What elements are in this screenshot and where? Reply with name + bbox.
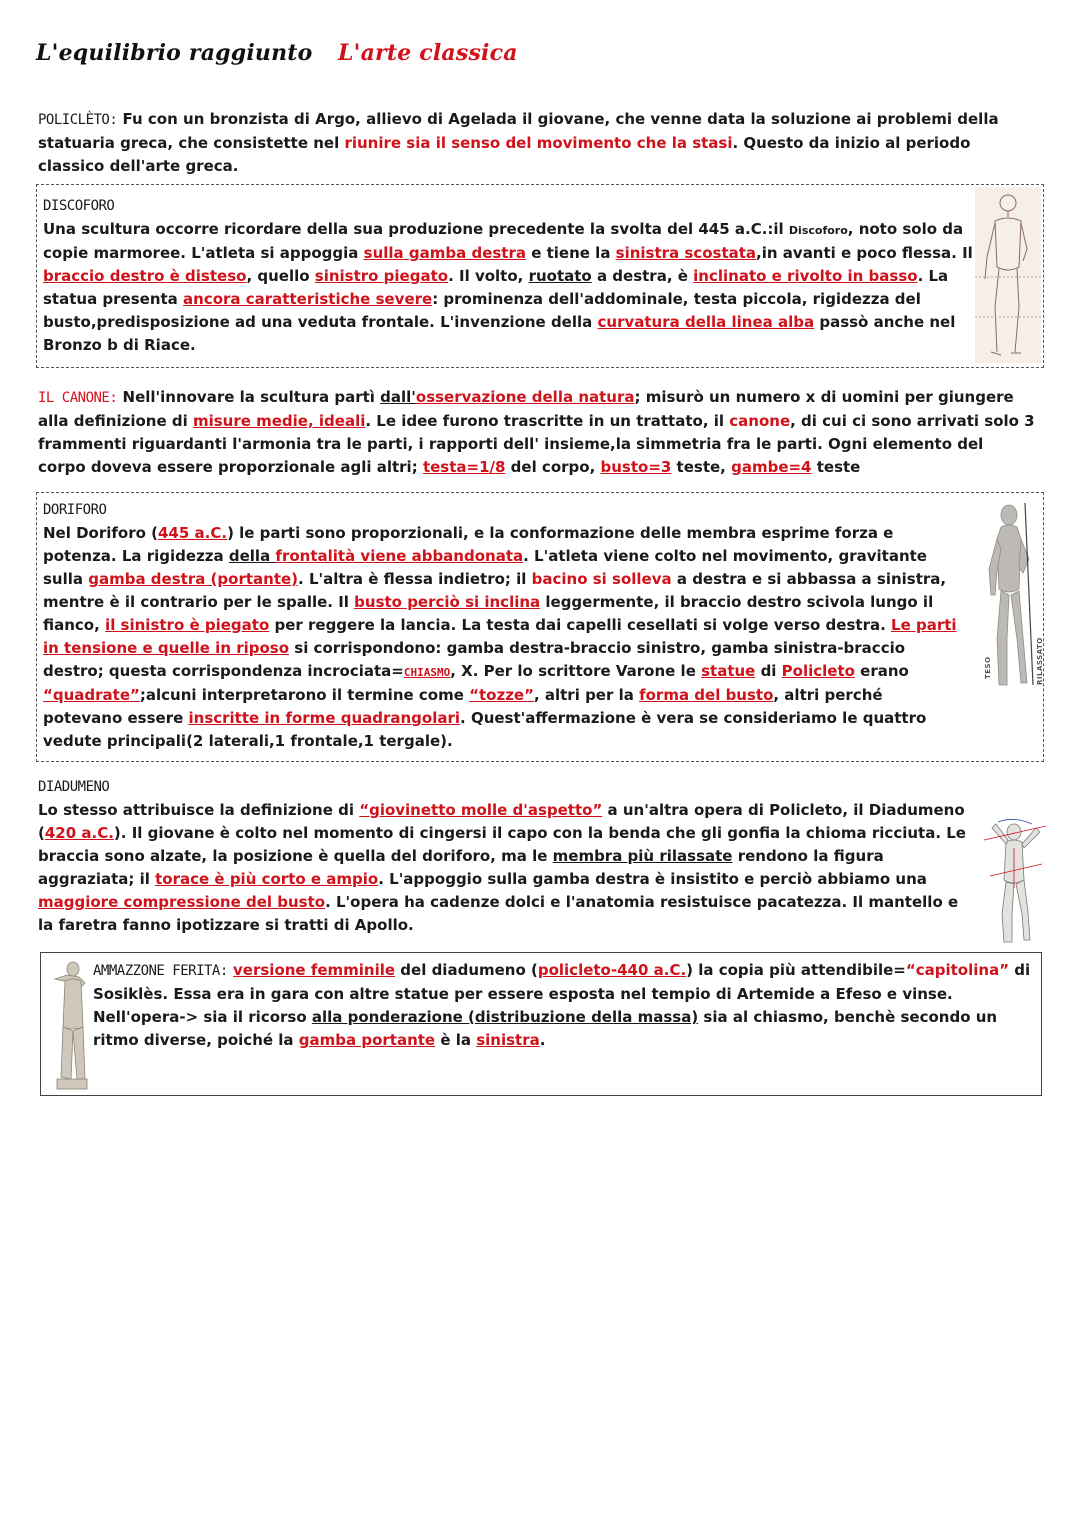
amazzone-heading: AMMAZZONE FERITA:: [93, 963, 228, 979]
amazzone-text: AMMAZZONE FERITA: versione femminile del diadumeno (policleto-440 a.C.) la copia più attendibile=“capitolina” di Sosiklès. Essa era in gara con altre statue per essere esposta nel tempio di Artemide a Efeso e vinse. Nell'opera-> sia il ricorso alla ponderazione (distribuzione della massa) sia al chiasmo, benchè secondo un ritmo diverse, poiché la gamba portante è la sinistra.: [93, 961, 1031, 1049]
discoforo-box: [36, 184, 1044, 368]
canone-label: IL CANONE:: [38, 390, 118, 406]
discoforo-heading: DISCOFORO: [43, 198, 115, 214]
diadumeno-heading: DIADUMENO: [38, 779, 110, 795]
discoforo-text: Una scultura occorre ricordare della sua produzione precedente la svolta del 445 a.C.:il Discoforo, noto solo da copie marmoree. L'atleta si appoggia sulla gamba destra e tiene la sinistra scostata,in avanti e poco flessa. Il braccio destro è disteso, quello sinistro piegato. Il volto, ruotato a destra, è inclinato e rivolto in basso. La statua presenta ancora caratteristiche severe: prominenza dell'addominale, testa piccola, rigidezza del busto,predisposizione ad una veduta frontale. L'invenzione della curvatura della linea alba passò anche nel Bronzo b di Riace.: [43, 220, 973, 354]
diadumeno-sketch-image: [984, 818, 1046, 946]
amazzone-statue-image: [51, 957, 91, 1091]
canone-paragraph: IL CANONE: Nell'innovare la scultura partì dall'osservazione della natura; misurò un numero x di uomini per giungere alla definizione di misure medie, ideali. Le idee furono trascritte in un trattato, il canone, di cui ci sono arrivati solo 3 frammenti riguardanti l'armonia tra le parti, i rapporti dell' insieme,la simmetria fra le parti. Ogni elemento del corpo doveva essere proporzionale agli altri; testa=1/8 del corpo, busto=3 teste, gambe=4 teste: [38, 388, 1035, 476]
doriforo-caption-teso: TESO: [984, 656, 992, 679]
diadumeno-paragraph: DIADUMENO Lo stesso attribuisce la definizione di “giovinetto molle d'aspetto” a un'altra opera di Policleto, il Diadumeno (420 a.C.). Il giovane è colto nel momento di cingersi il capo con la benda che gli gonfia la chioma ricciuta. Le braccia sono alzate, la posizione è quella del doriforo, ma le membra più rilassate rendono la figura aggraziata; il torace è più corto e ampio. L'appoggio sulla gamba destra è insistito e perciò abbiamo una maggiore compressione del busto. L'opera ha cadenze dolci e l'anatomia resistuisce pacatezza. Il mantello e la faretra fanno ipotizzare si tratti di Apollo.: [38, 776, 970, 937]
amazzone-box: [40, 952, 1042, 1096]
doriforo-box: [36, 492, 1044, 762]
policleto-paragraph: POLICLÈTO: Fu con un bronzista di Argo, allievo di Agelada il giovane, che venne data la soluzione ai problemi della statuaria greca, che consistette nel riunire sia il senso del movimento che la stasi. Questo da inizio al periodo classico dell'arte greca.: [38, 110, 999, 175]
doriforo-caption-rilassato: RILASSATO: [1036, 637, 1044, 685]
doriforo-text: Nel Doriforo (445 a.C.) le parti sono proporzionali, e la conformazione delle membra esprime forza e potenza. La rigidezza della frontalità viene abbandonata. L'atleta viene colto nel movimento, gravitante sulla gamba destra (portante). L'altra è flessa indietro; il bacino si solleva a destra e si abbassa a sinistra, mentre è il contrario per le spalle. Il busto perciò si inclina leggermente, il braccio destro scivola lungo il fianco, il sinistro è piegato per reggere la lancia. La testa dai capelli cesellati si volge verso destra. Le parti in tensione e quelle in riposo si corrispondono: gamba destra-braccio sinistro, gamba sinistra-braccio destro; questa corrispondenza incrociata=CHIASMO, X. Per lo scrittore Varone le statue di Policleto erano “quadrate”;alcuni interpretarono il termine come “tozze”, altri per la forma del busto, altri perché potevano essere inscritte in forme quadrangolari. Quest'affermazione è vera se consideriamo le quattro vedute principali(2 laterali,1 frontale,1 tergale).: [43, 524, 957, 750]
discoforo-sketch-image: [975, 187, 1041, 363]
page-title-left: L'equilibrio raggiunto: [36, 40, 313, 66]
policleto-label: POLICLÈTO:: [38, 112, 118, 128]
page-title-right: L'arte classica: [338, 40, 518, 66]
doriforo-heading: DORIFORO: [43, 502, 107, 518]
